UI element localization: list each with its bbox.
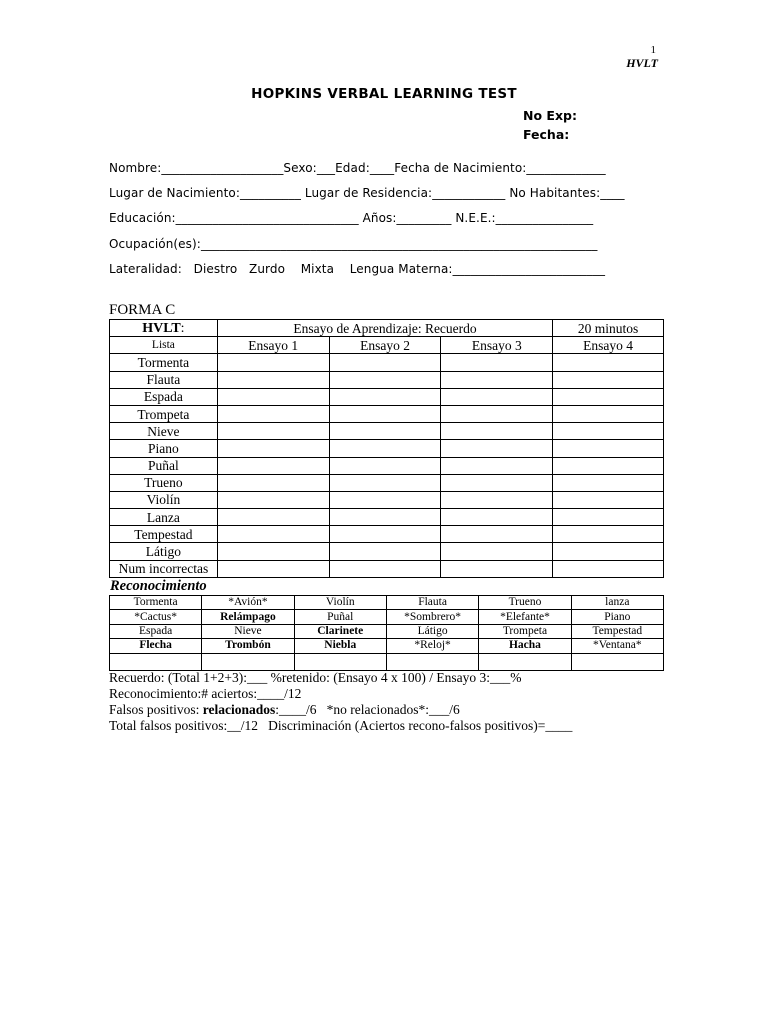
table-row <box>110 526 664 543</box>
table-row <box>110 474 664 491</box>
trial-label: Ensayo 2 <box>329 337 441 354</box>
answer-cell[interactable] <box>329 457 441 474</box>
answer-cell[interactable] <box>553 509 664 526</box>
answer-cell[interactable] <box>479 653 571 670</box>
answer-cell[interactable] <box>553 491 664 508</box>
answer-cell[interactable] <box>329 354 441 371</box>
recognition-word: Espada <box>110 624 202 638</box>
answer-cell[interactable] <box>553 526 664 543</box>
table-row <box>110 596 664 610</box>
answer-cell[interactable] <box>571 653 663 670</box>
page-number: 1 <box>650 44 656 56</box>
answer-cell[interactable] <box>441 560 553 577</box>
table-row <box>110 491 664 508</box>
table-row <box>110 354 664 371</box>
answer-cell[interactable] <box>329 405 441 422</box>
learning-table <box>109 319 664 578</box>
answer-cell[interactable] <box>441 405 553 422</box>
answer-cell[interactable] <box>217 423 329 440</box>
recognition-word: Trueno <box>479 596 571 610</box>
recognition-title: Reconocimiento <box>110 578 207 594</box>
table-row <box>110 371 664 388</box>
recognition-word: lanza <box>571 596 663 610</box>
recognition-word: *Elefante* <box>479 610 571 624</box>
word-cell: Violín <box>110 491 218 508</box>
table-row <box>110 457 664 474</box>
table-row <box>110 543 664 560</box>
answer-cell[interactable] <box>217 457 329 474</box>
answer-cell[interactable] <box>441 526 553 543</box>
word-cell: Puñal <box>110 457 218 474</box>
word-cell: Flauta <box>110 371 218 388</box>
answer-cell[interactable] <box>553 474 664 491</box>
answer-cell[interactable] <box>217 371 329 388</box>
recognition-table <box>109 595 664 671</box>
delay-header: 20 minutos <box>553 320 664 337</box>
recognition-word: Hacha <box>479 639 571 653</box>
table-row <box>110 388 664 405</box>
word-cell: Espada <box>110 388 218 405</box>
form-line-lugar: Lugar de Nacimiento:__________ Lugar de Residencia:____________ No Habitantes:____ <box>109 186 625 200</box>
answer-cell[interactable] <box>329 560 441 577</box>
table-row <box>110 610 664 624</box>
recognition-word: Trombón <box>202 639 294 653</box>
answer-cell[interactable] <box>553 440 664 457</box>
answer-cell[interactable] <box>217 509 329 526</box>
recognition-word: Tormenta <box>110 596 202 610</box>
answer-cell[interactable] <box>441 388 553 405</box>
no-exp-field: No Exp: <box>523 108 577 123</box>
summary-recognition: Reconocimiento:# aciertos:____/12 <box>109 686 302 701</box>
recognition-word: Relámpago <box>202 610 294 624</box>
answer-cell[interactable] <box>329 371 441 388</box>
answer-cell[interactable] <box>441 371 553 388</box>
answer-cell[interactable] <box>329 543 441 560</box>
recognition-word: Tempestad <box>571 624 663 638</box>
answer-cell[interactable] <box>329 509 441 526</box>
answer-cell[interactable] <box>553 560 664 577</box>
answer-cell[interactable] <box>553 405 664 422</box>
answer-cell[interactable] <box>329 491 441 508</box>
answer-cell[interactable] <box>217 543 329 560</box>
recognition-word: *Sombrero* <box>386 610 478 624</box>
word-cell: Tempestad <box>110 526 218 543</box>
recognition-word: *Avión* <box>202 596 294 610</box>
answer-cell[interactable] <box>329 474 441 491</box>
answer-cell[interactable] <box>553 457 664 474</box>
answer-cell[interactable] <box>294 653 386 670</box>
running-head: HVLT <box>626 56 658 70</box>
page-title: HOPKINS VERBAL LEARNING TEST <box>251 86 517 102</box>
word-cell: Num incorrectas <box>110 560 218 577</box>
table-row <box>110 653 664 670</box>
answer-cell[interactable] <box>217 388 329 405</box>
fecha-field: Fecha: <box>523 127 570 142</box>
answer-cell[interactable] <box>217 526 329 543</box>
recognition-word: Nieve <box>202 624 294 638</box>
word-cell: Tormenta <box>110 354 218 371</box>
answer-cell[interactable] <box>441 457 553 474</box>
recognition-word: Puñal <box>294 610 386 624</box>
answer-cell[interactable] <box>386 653 478 670</box>
word-cell: Nieve <box>110 423 218 440</box>
answer-cell[interactable] <box>441 509 553 526</box>
answer-cell[interactable] <box>217 491 329 508</box>
answer-cell[interactable] <box>329 440 441 457</box>
answer-cell[interactable] <box>329 388 441 405</box>
answer-cell[interactable] <box>441 354 553 371</box>
summary-false-positives: Falsos positivos: relacionados:____/6 *no relacionados*:___/6 <box>109 702 460 717</box>
hvlt-header: HVLT: <box>110 320 218 337</box>
answer-cell[interactable] <box>202 653 294 670</box>
word-cell: Trueno <box>110 474 218 491</box>
answer-cell[interactable] <box>441 423 553 440</box>
word-cell: Piano <box>110 440 218 457</box>
forma-label: FORMA C <box>109 302 176 318</box>
trial-header: Ensayo de Aprendizaje: Recuerdo <box>217 320 552 337</box>
answer-cell[interactable] <box>329 423 441 440</box>
answer-cell[interactable] <box>441 440 553 457</box>
summary-discrimination: Total falsos positivos:__/12 Discriminación (Aciertos recono-falsos positivos)=____ <box>109 718 573 733</box>
answer-cell[interactable] <box>217 405 329 422</box>
word-cell: Lanza <box>110 509 218 526</box>
answer-cell[interactable] <box>553 354 664 371</box>
word-cell: Látigo <box>110 543 218 560</box>
table-row <box>110 560 664 577</box>
recognition-word: Flauta <box>386 596 478 610</box>
recognition-word: Clarinete <box>294 624 386 638</box>
table-row <box>110 405 664 422</box>
form-line-ocupacion: Ocupación(es):_________________________________________________________________ <box>109 237 598 251</box>
answer-cell[interactable] <box>217 440 329 457</box>
recognition-word: *Ventana* <box>571 639 663 653</box>
table-row <box>110 440 664 457</box>
answer-cell[interactable] <box>217 354 329 371</box>
form-line-nombre: Nombre:____________________Sexo:___Edad:____Fecha de Nacimiento:_____________ <box>109 161 606 175</box>
table-row <box>110 509 664 526</box>
recognition-word: Látigo <box>386 624 478 638</box>
answer-cell[interactable] <box>553 388 664 405</box>
recognition-word: Flecha <box>110 639 202 653</box>
answer-cell[interactable] <box>441 474 553 491</box>
recognition-word: Niebla <box>294 639 386 653</box>
recognition-word: Violín <box>294 596 386 610</box>
answer-cell[interactable] <box>441 543 553 560</box>
form-line-lateralidad: Lateralidad: Diestro Zurdo Mixta Lengua Materna:_________________________ <box>109 262 606 276</box>
answer-cell[interactable] <box>553 423 664 440</box>
trial-label: Ensayo 1 <box>217 337 329 354</box>
trial-label: Ensayo 4 <box>553 337 664 354</box>
answer-cell[interactable] <box>441 491 553 508</box>
summary-recall: Recuerdo: (Total 1+2+3):___ %retenido: (Ensayo 4 x 100) / Ensayo 3:___% <box>109 670 522 685</box>
table-row <box>110 639 664 653</box>
form-line-educacion: Educación:______________________________ Años:_________ N.E.E.:________________ <box>109 211 594 225</box>
recognition-word: *Cactus* <box>110 610 202 624</box>
answer-cell[interactable] <box>329 526 441 543</box>
recognition-word: Trompeta <box>479 624 571 638</box>
recognition-word: Piano <box>571 610 663 624</box>
answer-cell[interactable] <box>217 474 329 491</box>
answer-cell[interactable] <box>553 371 664 388</box>
table-row <box>110 624 664 638</box>
word-cell: Trompeta <box>110 405 218 422</box>
recognition-word: *Reloj* <box>386 639 478 653</box>
lista-label: Lista <box>110 337 218 354</box>
trial-label: Ensayo 3 <box>441 337 553 354</box>
answer-cell[interactable] <box>553 543 664 560</box>
answer-cell[interactable] <box>110 653 202 670</box>
table-row <box>110 423 664 440</box>
answer-cell[interactable] <box>217 560 329 577</box>
